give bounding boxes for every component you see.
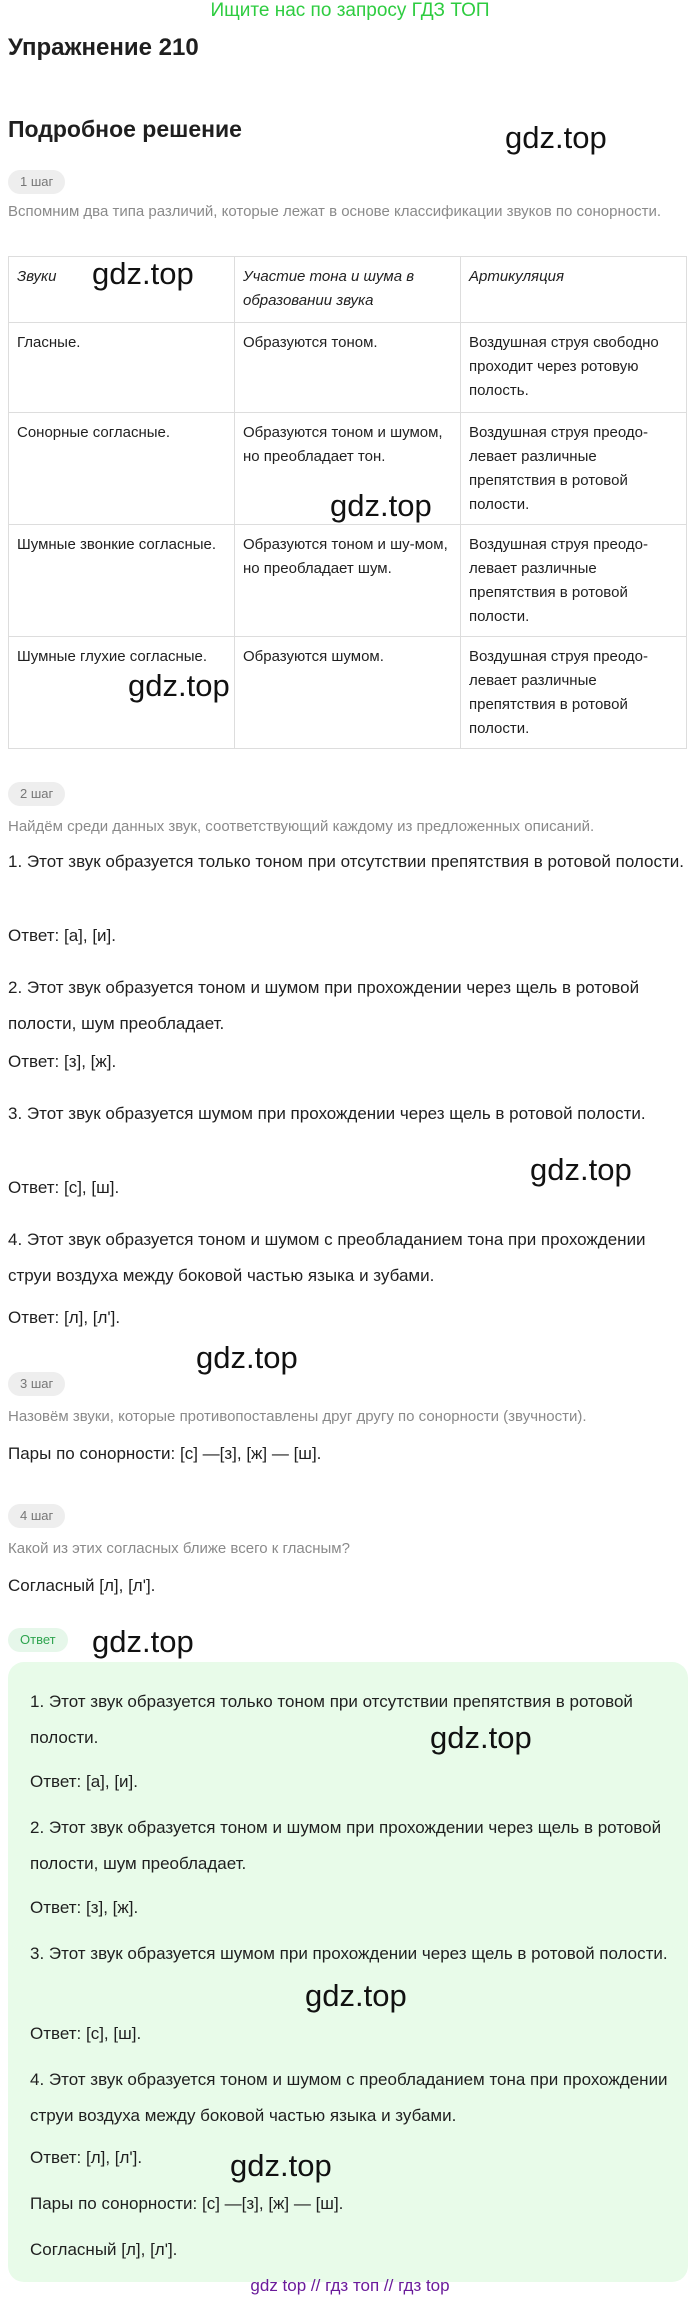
table-row [9,637,687,749]
answer-final: Согласный [л], [л']. [30,2240,178,2259]
watermark: gdz.top [305,1978,407,2013]
step-2-answer-2: Ответ: [з], [ж]. [8,1052,117,1071]
watermark: gdz.top [230,2148,332,2183]
page-title: Упражнение 210 [8,34,199,61]
watermark: gdz.top [196,1340,298,1375]
table-cell: Шумные звонкие согласные. [9,525,235,637]
answer-question-2: 2. Этот звук образуется тоном и шумом при прохождении через щель в ротовой полости, шум преобладает. [30,1818,662,1873]
table-cell: Воздушная струя преодо-левает различные препятствия в ротовой полости. [461,413,687,525]
watermark: gdz.top [128,668,230,703]
footer-links[interactable]: gdz top // гдз топ // гдз top [250,2276,450,2295]
answer-question-3: 3. Этот звук образуется шумом при прохождении через щель в ротовой полости. [30,1944,668,1963]
answer-box [8,1662,688,2282]
watermark: gdz.top [505,120,607,155]
table-cell: Образуются тоном. [235,323,461,413]
step-3-text: Пары по сонорности: [с] —[з], [ж] — [ш]. [8,1444,322,1463]
step-2-question-4: 4. Этот звук образуется тоном и шумом с преобладанием тона при прохождении струи воздуха между боковой частью языка и зубами. [8,1230,646,1285]
step-2-question-1: 1. Этот звук образуется только тоном при отсутствии препятствия в ротовой полости. [8,852,684,871]
answer-question-4: 4. Этот звук образуется тоном и шумом с преобладанием тона при прохождении струи воздуха между боковой частью языка и зубами. [30,2070,668,2125]
step-4-badge: 4 шаг [8,1504,65,1528]
table-cell: Воздушная струя свободно проходит через ротовую полость. [461,323,687,413]
step-1-hint: Вспомним два типа различий, которые лежат в основе классификации звуков по сонорности. [8,203,662,220]
table-cell: Образуются тоном и шу-мом, но преобладает шум. [235,525,461,637]
answer-pairs: Пары по сонорности: [с] —[з], [ж] — [ш]. [30,2194,344,2213]
answer-question-1: 1. Этот звук образуется только тоном при отсутствии препятствия в ротовой полости. [30,1692,633,1747]
table-header: Артикуляция [461,257,687,323]
answer-badge: Ответ [8,1628,68,1652]
answer-value-3: Ответ: [с], [ш]. [30,2024,142,2043]
watermark: gdz.top [530,1152,632,1187]
answer-value-1: Ответ: [а], [и]. [30,1772,138,1791]
table-header: Звуки [9,257,235,323]
table-cell: Воздушная струя преодо-левает различные препятствия в ротовой полости. [461,525,687,637]
step-2-question-2: 2. Этот звук образуется тоном и шумом при прохождении через щель в ротовой полости, шум преобладает. [8,978,640,1033]
watermark: gdz.top [92,256,194,291]
table-cell: Образуются тоном и шумом, но преобладает тон. [235,413,461,525]
table-cell: Воздушная струя преодо-левает различные препятствия в ротовой полости. [461,637,687,749]
answer-value-2: Ответ: [з], [ж]. [30,1898,139,1917]
table-cell: Сонорные согласные. [9,413,235,525]
step-4-text: Согласный [л], [л']. [8,1576,156,1595]
step-2-answer-1: Ответ: [а], [и]. [8,926,116,945]
watermark: gdz.top [330,488,432,523]
table-header: Участие тона и шума в образовании звука [235,257,461,323]
table-row [9,323,687,413]
table-cell: Шумные глухие согласные. [9,637,235,749]
step-2-badge: 2 шаг [8,782,65,806]
watermark: gdz.top [430,1720,532,1755]
watermark: gdz.top [92,1624,194,1659]
step-1-badge: 1 шаг [8,170,65,194]
step-4-hint: Какой из этих согласных ближе всего к гласным? [8,1540,350,1557]
solution-heading: Подробное решение [8,116,242,142]
table-cell: Образуются шумом. [235,637,461,749]
step-2-answer-3: Ответ: [с], [ш]. [8,1178,120,1197]
answer-value-4: Ответ: [л], [л']. [30,2148,143,2167]
step-3-hint: Назовём звуки, которые противопоставлены друг другу по сонорности (звучности). [8,1408,587,1425]
step-2-question-3: 3. Этот звук образуется шумом при прохождении через щель в ротовой полости. [8,1104,646,1123]
step-2-answer-4: Ответ: [л], [л']. [8,1308,121,1327]
step-2-hint: Найдём среди данных звук, соответствующий каждому из предложенных описаний. [8,818,595,835]
step-3-badge: 3 шаг [8,1372,65,1396]
table-cell: Гласные. [9,323,235,413]
search-banner[interactable]: Ищите нас по запросу ГДЗ ТОП [210,0,490,21]
table-row [9,525,687,637]
